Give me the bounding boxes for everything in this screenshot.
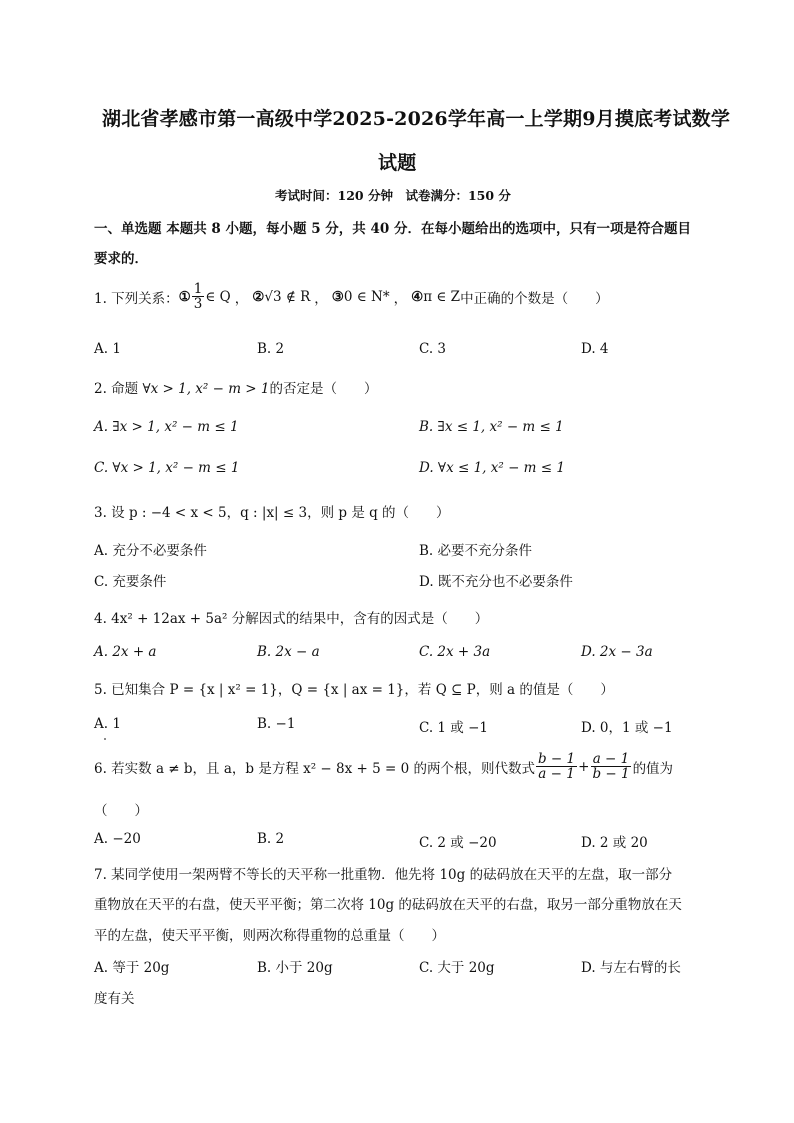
q2-option-b[interactable]: B. ∃x ≤ 1, x² − m ≤ 1	[419, 419, 564, 435]
q4-option-b[interactable]: B. 2x − a	[257, 644, 320, 660]
q6-option-d[interactable]: D. 2 或 20	[581, 835, 648, 851]
q4-option-c[interactable]: C. 2x + 3a	[419, 644, 491, 660]
question-4-stem: 4. 4x² + 12ax + 5a² 分解因式的结果中，含有的因式是（ ）	[94, 611, 489, 627]
q6-fraction-2	[590, 752, 631, 781]
stray-dot	[104, 738, 106, 740]
q7-option-d[interactable]: D. 与左右臂的长	[581, 960, 681, 976]
q3-option-b[interactable]: B. 必要不充分条件	[419, 543, 533, 559]
q1-sep2: ，	[314, 290, 328, 307]
q5-option-a[interactable]: A. 1	[94, 716, 121, 732]
q1-rel1: ∈ Q	[205, 288, 231, 305]
q2-stem-math: ∀x > 1, x² − m > 1	[142, 381, 270, 397]
q1-frac-den: 3	[193, 296, 203, 313]
q1-option-c[interactable]: C. 3	[419, 341, 447, 357]
q1-item4-label: ④	[411, 288, 424, 305]
q1-fraction	[192, 282, 205, 311]
q1-item2-label: ②	[252, 288, 265, 305]
q1-prefix: 1. 下列关系：	[94, 290, 179, 307]
question-7-line3: 平的左盘，使天平平衡，则两次称得重物的总重量（ ）	[94, 928, 445, 944]
q1-rel4: π ∈ Z	[423, 288, 461, 305]
q6-f2-num: a − 1	[592, 751, 630, 767]
q4-option-d[interactable]: D. 2x − 3a	[581, 644, 653, 660]
q6-plus: +	[578, 758, 590, 775]
q6-option-c[interactable]: C. 2 或 −20	[419, 835, 497, 851]
q2-stem-a: 2. 命题	[94, 381, 143, 397]
question-2-stem	[94, 377, 378, 397]
q3-option-a[interactable]: A. 充分不必要条件	[94, 543, 207, 559]
q7-option-b[interactable]: B. 小于 20g	[257, 960, 333, 976]
exam-info: 考试时间：120 分钟 试卷满分：150 分	[275, 188, 511, 203]
q5-option-d[interactable]: D. 0，1 或 −1	[581, 720, 673, 736]
q5-option-b[interactable]: B. −1	[257, 716, 296, 732]
question-1-stem	[94, 282, 609, 311]
q6-fraction-1	[536, 752, 577, 781]
q6-f1-den: a − 1	[538, 766, 575, 783]
q1-rel2: √3 ∉ R	[264, 288, 311, 305]
q6-stem-c: （ ）	[94, 803, 148, 819]
section-heading-line1: 一、单选题 本题共 8 小题，每小题 5 分，共 40 分．在每小题给出的选项中，只有一项是符合题目	[94, 221, 691, 237]
exam-title-line1: 湖北省孝感市第一高级中学2025-2026学年高一上学期9月摸底考试数学	[102, 108, 731, 130]
q7-option-a[interactable]: A. 等于 20g	[94, 960, 170, 976]
q1-sep1: ，	[234, 290, 249, 307]
q1-option-b[interactable]: B. 2	[257, 341, 285, 357]
q1-frac-num: 1	[193, 281, 203, 297]
q3-option-d[interactable]: D. 既不充分也不必要条件	[419, 574, 573, 590]
q1-sep3: ，	[393, 290, 408, 307]
question-3-stem: 3. 设 p : −4 < x < 5，q : |x| ≤ 3，则 p 是 q 的（ ）	[94, 505, 450, 521]
q1-option-d[interactable]: D. 4	[581, 341, 609, 357]
q7-option-c[interactable]: C. 大于 20g	[419, 960, 495, 976]
q3-option-c[interactable]: C. 充要条件	[94, 574, 167, 590]
q6-option-a[interactable]: A. −20	[94, 831, 141, 847]
exam-title-line2: 试题	[378, 152, 417, 174]
q2-stem-b: 的否定是（ ）	[269, 381, 378, 397]
question-6-stem	[94, 752, 673, 781]
question-7-line2: 重物放在天平的右盘，使天平平衡；第二次将 10g 的砝码放在天平的右盘，取另一部分重物放在天	[94, 897, 682, 913]
q6-f1-num: b − 1	[538, 751, 576, 767]
q1-item3-label: ③	[331, 288, 344, 305]
section-heading-line2: 要求的．	[94, 251, 148, 267]
q1-suffix: 中正确的个数是（ ）	[460, 290, 609, 307]
q2-option-d[interactable]: D. ∀x ≤ 1, x² − m ≤ 1	[419, 460, 565, 476]
question-5-stem: 5. 已知集合 P = {x | x² = 1}，Q = {x | ax = 1}，若 Q ⊆ P，则 a 的值是（ ）	[94, 682, 614, 698]
q6-f2-den: b − 1	[592, 766, 630, 783]
q7-option-d-continued: 度有关	[94, 991, 135, 1007]
q6-option-b[interactable]: B. 2	[257, 831, 285, 847]
q2-option-c[interactable]: C. ∀x > 1, x² − m ≤ 1	[94, 460, 240, 476]
q2-option-a[interactable]: A. ∃x > 1, x² − m ≤ 1	[94, 419, 239, 435]
question-7-line1: 7. 某同学使用一架两臂不等长的天平称一批重物．他先将 10g 的砝码放在天平的左盘，取一部分	[94, 867, 673, 883]
q6-stem-b: 的值为	[632, 760, 674, 777]
q1-option-a[interactable]: A. 1	[94, 341, 121, 357]
q4-option-a[interactable]: A. 2x + a	[94, 644, 157, 660]
q1-rel3: 0 ∈ N*	[343, 288, 390, 305]
q6-stem-a: 6. 若实数 a ≠ b，且 a，b 是方程 x² − 8x + 5 = 0 的两个根，则代数式	[94, 760, 535, 777]
q5-option-c[interactable]: C. 1 或 −1	[419, 720, 489, 736]
q1-item1-label: ①	[178, 288, 191, 305]
